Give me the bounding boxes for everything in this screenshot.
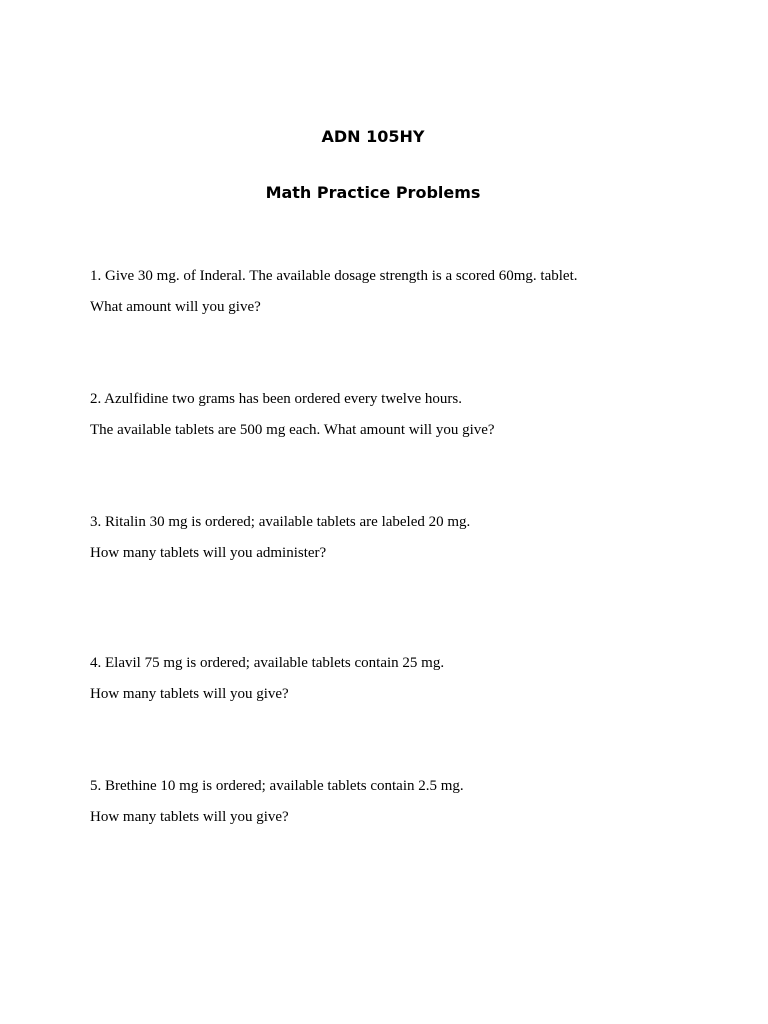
problem-item bbox=[90, 777, 730, 826]
problem-question: 5. Brethine 10 mg is ordered; available tablets contain 2.5 mg. bbox=[90, 778, 464, 794]
problem-prompt: The available tablets are 500 mg each. What amount will you give? bbox=[90, 422, 495, 438]
problem-item bbox=[90, 513, 730, 562]
problem-prompt: How many tablets will you give? bbox=[90, 809, 289, 825]
problem-item bbox=[90, 654, 730, 703]
document-title: Math Practice Problems bbox=[265, 183, 481, 202]
problem-question: 2. Azulfidine two grams has been ordered every twelve hours. bbox=[90, 391, 462, 407]
problem-question: 4. Elavil 75 mg is ordered; available tablets contain 25 mg. bbox=[90, 655, 445, 671]
course-code-heading: ADN 105HY bbox=[321, 127, 425, 146]
problem-prompt: What amount will you give? bbox=[90, 299, 261, 315]
problem-item bbox=[90, 390, 730, 439]
problem-item bbox=[90, 267, 730, 316]
problem-prompt: How many tablets will you give? bbox=[90, 686, 289, 702]
problem-prompt: How many tablets will you administer? bbox=[90, 545, 327, 561]
problem-question: 3. Ritalin 30 mg is ordered; available tablets are labeled 20 mg. bbox=[90, 514, 471, 530]
problem-question: 1. Give 30 mg. of Inderal. The available dosage strength is a scored 60mg. tablet. bbox=[90, 268, 578, 284]
